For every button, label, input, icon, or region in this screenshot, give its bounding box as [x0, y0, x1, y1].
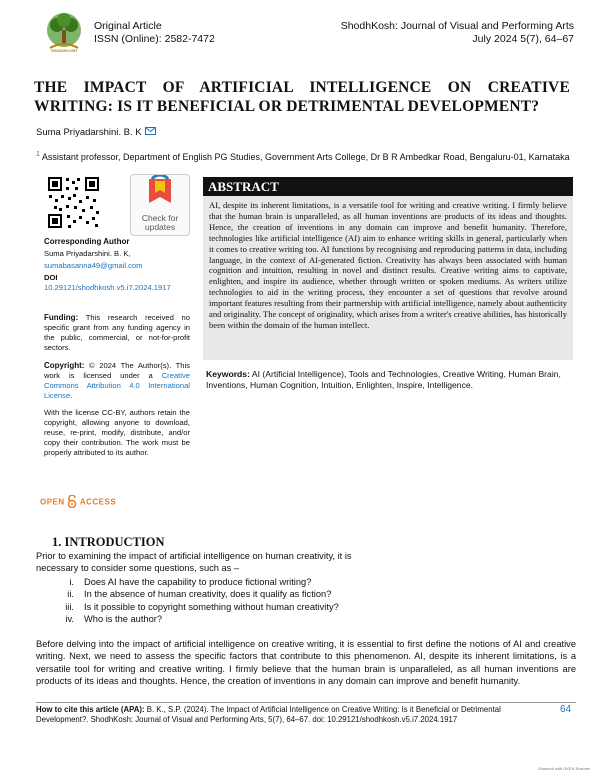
- list-item: [44, 588, 339, 600]
- corr-email[interactable]: sumabasanna49@gmail.com: [44, 261, 143, 270]
- check-updates-line1: Check for: [141, 213, 179, 223]
- intro-paragraph-1: Prior to examining the impact of artificial intelligence on human creativity, it is necessary to consider some questions, such as –: [36, 551, 352, 574]
- copyright-label: Copyright:: [44, 361, 85, 370]
- list-text: Is it possible to copyright something without human creativity?: [84, 601, 339, 612]
- doi-label: DOI: [44, 273, 58, 282]
- issue-info: July 2024 5(7), 64–67: [472, 33, 574, 45]
- author-name: Suma Priyadarshini. B. K: [36, 127, 142, 138]
- article-type: Original Article: [94, 20, 162, 32]
- keywords-text: AI (Artificial Intelligence), Tools and Technologies, Creative Writing, Human Brain, Inventions, Human Cognition, Intuition, Enlighten, Inspire, Intelligence.: [206, 369, 561, 390]
- citation-block: [36, 705, 536, 725]
- doi-link[interactable]: 10.29121/shodhkosh.v5.i7.2024.1917: [44, 283, 171, 292]
- open-access-access: ACCESS: [79, 497, 117, 507]
- bookmark-icon: [131, 175, 189, 209]
- corr-label: Corresponding Author: [44, 237, 130, 246]
- email-icon[interactable]: [145, 127, 156, 138]
- affiliation: [36, 151, 570, 162]
- corresponding-author-block: [44, 237, 190, 293]
- header-right: [341, 20, 574, 46]
- copyright-text: © 2024 The Author(s). This work is licensed under a: [44, 361, 190, 380]
- open-access-open: OPEN: [40, 497, 65, 507]
- header-left: [94, 20, 215, 46]
- funding-block: [44, 313, 190, 353]
- article-title: THE IMPACT OF ARTIFICIAL INTELLIGENCE ON CREATIVE WRITING: IS IT BENEFICIAL OR DETRIMENTAL DEVELOPMENT?: [34, 79, 570, 115]
- question-list: [44, 576, 339, 625]
- keywords: [206, 369, 572, 390]
- citation-text: B. K., S.P. (2024). The Impact of Artificial Intelligence on Creative Writing: Is it Beneficial or Detrimental Development?. ShodhKosh: Journal of Visual and Performing Arts, 5(7), 64–67. doi: 10.29121/shodhkosh.v5.i7.2024.1917: [36, 705, 501, 724]
- page-number: 64: [560, 704, 572, 715]
- funding-label: Funding:: [44, 313, 79, 322]
- issn: ISSN (Online): 2582-7472: [94, 33, 215, 45]
- citation-label: How to cite this article (APA):: [36, 705, 145, 714]
- list-num: iii.: [65, 601, 74, 612]
- check-updates-line2: updates: [144, 222, 176, 232]
- corr-name: Suma Priyadarshini. B. K,: [44, 249, 131, 258]
- journal-logo: [42, 10, 86, 56]
- list-item: [44, 576, 339, 588]
- list-text: In the absence of human creativity, does it qualify as fiction?: [84, 589, 332, 600]
- license-link[interactable]: Creative Commons Attribution 4.0 International License.: [44, 371, 190, 400]
- copyright-block: [44, 361, 190, 401]
- list-text: Does AI have the capability to produce fictional writing?: [84, 577, 312, 587]
- list-num: ii.: [67, 589, 74, 600]
- intro-heading: 1. INTRODUCTION: [52, 535, 165, 549]
- list-num: i.: [69, 577, 74, 587]
- funding-text: This research received no specific grant from any funding agency in the public, commercial, or not-for-profit sectors.: [44, 313, 190, 352]
- list-text: Who is the author?: [84, 613, 163, 624]
- footer-divider: [36, 702, 576, 703]
- author-line: [36, 127, 156, 138]
- qr-code: [46, 175, 101, 230]
- scanner-watermark: Scanned with OKEN Scanner: [538, 766, 591, 771]
- abstract-heading: ABSTRACT: [203, 177, 573, 196]
- open-lock-icon: [67, 495, 77, 510]
- abstract-text: AI, despite its inherent limitations, is a versatile tool for writing and creative writing. I firmly believe that the human brain is unparalleled, as all human inventions are products of its ideas and thoughts. Hence, the creation of inventions in any domain can improve and benefit humanity. Therefore, technologies like artificial intelligence (AI) aim to enhance writing skills in general, particularly when it comes to creative writing too. AI functions by recognising and reproducing patterns in data, including language, in the context of AI-generated fiction. Creativity has always been associated with human cognition and intuition, resulting in novel and distinct results. Creative writing aims to captivate, enlighten, and inspire its audience, whether through written or spoken mediums. As writers utilize technologies to aid in the writing process, they encounter a set of questions that revolve around important features resulting from their partnership with artificial intelligence, namely about authenticity and originality. The concept of originality, which arises from a writer's creative abilities, has historically been within the domain of the human intellect.: [203, 196, 573, 360]
- intro-paragraph-2: Before delving into the impact of artificial intelligence on creative writing, it is essential to first define the notions of AI and creative writing. Next, we need to assess the specific factors that contribute to this phenomenon. AI, despite its inherent limitations, is a versatile tool for writing and creative writing. I firmly believe that the human brain is unparalleled, as all human inventions are products of its ideas and thoughts. Hence, the creation of inventions in any domain can improve and benefit humanity.: [36, 639, 576, 686]
- list-item: [44, 613, 339, 625]
- affiliation-text: Assistant professor, Department of English PG Studies, Government Arts College, Dr B R Ambedkar Road, Bengaluru-01, Karnataka: [41, 152, 570, 162]
- affiliation-number: 1: [36, 151, 40, 158]
- keywords-label: Keywords:: [206, 369, 250, 379]
- license-block: With the license CC-BY, authors retain the copyright, allowing anyone to download, reuse, re-print, modify, distribute, and/or copy their contribution. The work must be properly attributed to its author.: [44, 408, 190, 457]
- check-for-updates-badge[interactable]: [130, 174, 190, 236]
- open-access-badge: [40, 495, 116, 510]
- logo-text: SHODHKOSH: [50, 48, 77, 53]
- journal-name: ShodhKosh: Journal of Visual and Performing Arts: [340, 20, 574, 32]
- list-num: iv.: [65, 613, 74, 624]
- list-item: [44, 601, 339, 613]
